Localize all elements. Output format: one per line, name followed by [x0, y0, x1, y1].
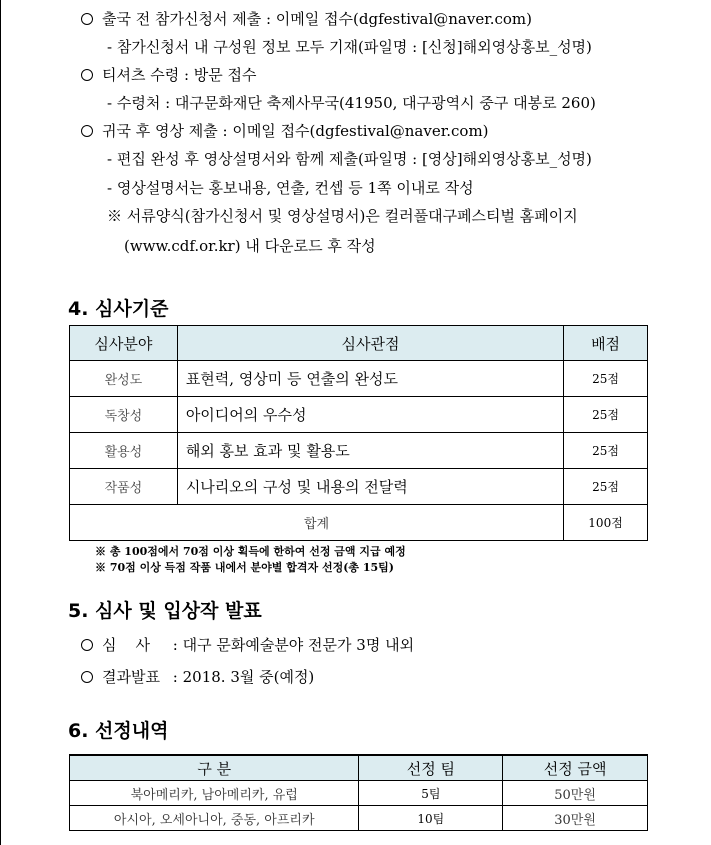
column-header: 심사관점	[177, 326, 563, 361]
view-cell: 시나리오의 구성 및 내용의 전달력	[177, 469, 563, 505]
area-cell: 작품성	[70, 469, 178, 505]
note-line: ※ 서류양식(참가신청서 및 영상설명서)은 컬러풀대구페스티벌 홈페이지	[107, 207, 578, 225]
list-item: - 수령처 : 대구문화재단 축제사무국(41950, 대구광역시 중구 대봉로 260)	[107, 94, 596, 112]
score-cell: 25점	[564, 397, 648, 433]
score-cell: 25점	[564, 361, 648, 397]
total-row	[70, 505, 648, 541]
note-line: (www.cdf.or.kr) 내 다운로드 후 작성	[124, 237, 376, 255]
table-row	[70, 781, 648, 806]
column-header: 구 분	[70, 755, 359, 781]
area-cell: 독창성	[70, 397, 178, 433]
circle-bullet-icon	[81, 13, 93, 25]
table-row	[70, 397, 648, 433]
circle-bullet-icon	[81, 125, 93, 137]
area-cell: 활용성	[70, 433, 178, 469]
amount-cell: 50만원	[503, 781, 648, 806]
selection-table	[69, 754, 648, 831]
item-label: 심 사	[102, 636, 151, 654]
view-cell: 해외 홍보 효과 및 활용도	[177, 433, 563, 469]
table-row	[70, 469, 648, 505]
column-header: 선정 금액	[503, 755, 648, 781]
total-label: 합계	[70, 505, 564, 541]
section-heading: 5. 심사 및 입상작 발표	[68, 600, 262, 622]
list-item: - 영상설명서는 홍보내용, 연출, 컨셉 등 1쪽 이내로 작성	[107, 179, 474, 197]
table-row	[70, 433, 648, 469]
column-header: 배점	[564, 326, 648, 361]
circle-bullet-icon	[81, 69, 93, 81]
view-cell: 아이디어의 우수성	[177, 397, 563, 433]
region-cell: 아시아, 오세아니아, 중동, 아프리카	[70, 806, 359, 831]
list-item: 티셔츠 수령 : 방문 접수	[81, 65, 257, 85]
score-cell: 25점	[564, 469, 648, 505]
table-header-row	[70, 755, 648, 781]
view-cell: 표현력, 영상미 등 연출의 완성도	[177, 361, 563, 397]
criteria-note: ※ 70점 이상 득점 작품 내에서 분야별 합격자 선정(총 15팀)	[95, 561, 395, 574]
total-value: 100점	[564, 505, 648, 541]
score-cell: 25점	[564, 433, 648, 469]
page-left-border	[0, 0, 1, 845]
list-item: 결과발표 : 2018. 3월 중(예정)	[81, 667, 314, 687]
circle-bullet-icon	[81, 671, 93, 683]
list-item: 심 사 : 대구 문화예술분야 전문가 3명 내외	[81, 635, 414, 655]
teams-cell: 5팀	[359, 781, 503, 806]
teams-cell: 10팀	[359, 806, 503, 831]
table-header-row	[70, 326, 648, 361]
area-cell: 완성도	[70, 361, 178, 397]
section-heading: 4. 심사기준	[68, 298, 169, 320]
circle-bullet-icon	[81, 639, 93, 651]
column-header: 선정 팀	[359, 755, 503, 781]
section-heading: 6. 선정내역	[68, 720, 169, 742]
criteria-table	[69, 325, 648, 541]
list-item: 출국 전 참가신청서 제출 : 이메일 접수(dgfestival@naver.com)	[81, 9, 532, 29]
list-item: - 편집 완성 후 영상설명서와 함께 제출(파일명 : [영상]해외영상홍보_성명)	[107, 150, 592, 168]
region-cell: 북아메리카, 남아메리카, 유럽	[70, 781, 359, 806]
item-label: 결과발표	[102, 668, 160, 686]
amount-cell: 30만원	[503, 806, 648, 831]
list-item: 귀국 후 영상 제출 : 이메일 접수(dgfestival@naver.com)	[81, 121, 489, 141]
column-header: 심사분야	[70, 326, 178, 361]
table-row	[70, 361, 648, 397]
table-row	[70, 806, 648, 831]
criteria-note: ※ 총 100점에서 70점 이상 획득에 한하여 선정 금액 지급 예정	[95, 545, 406, 558]
list-item: - 참가신청서 내 구성원 정보 모두 기재(파일명 : [신청]해외영상홍보_성명)	[107, 38, 592, 56]
